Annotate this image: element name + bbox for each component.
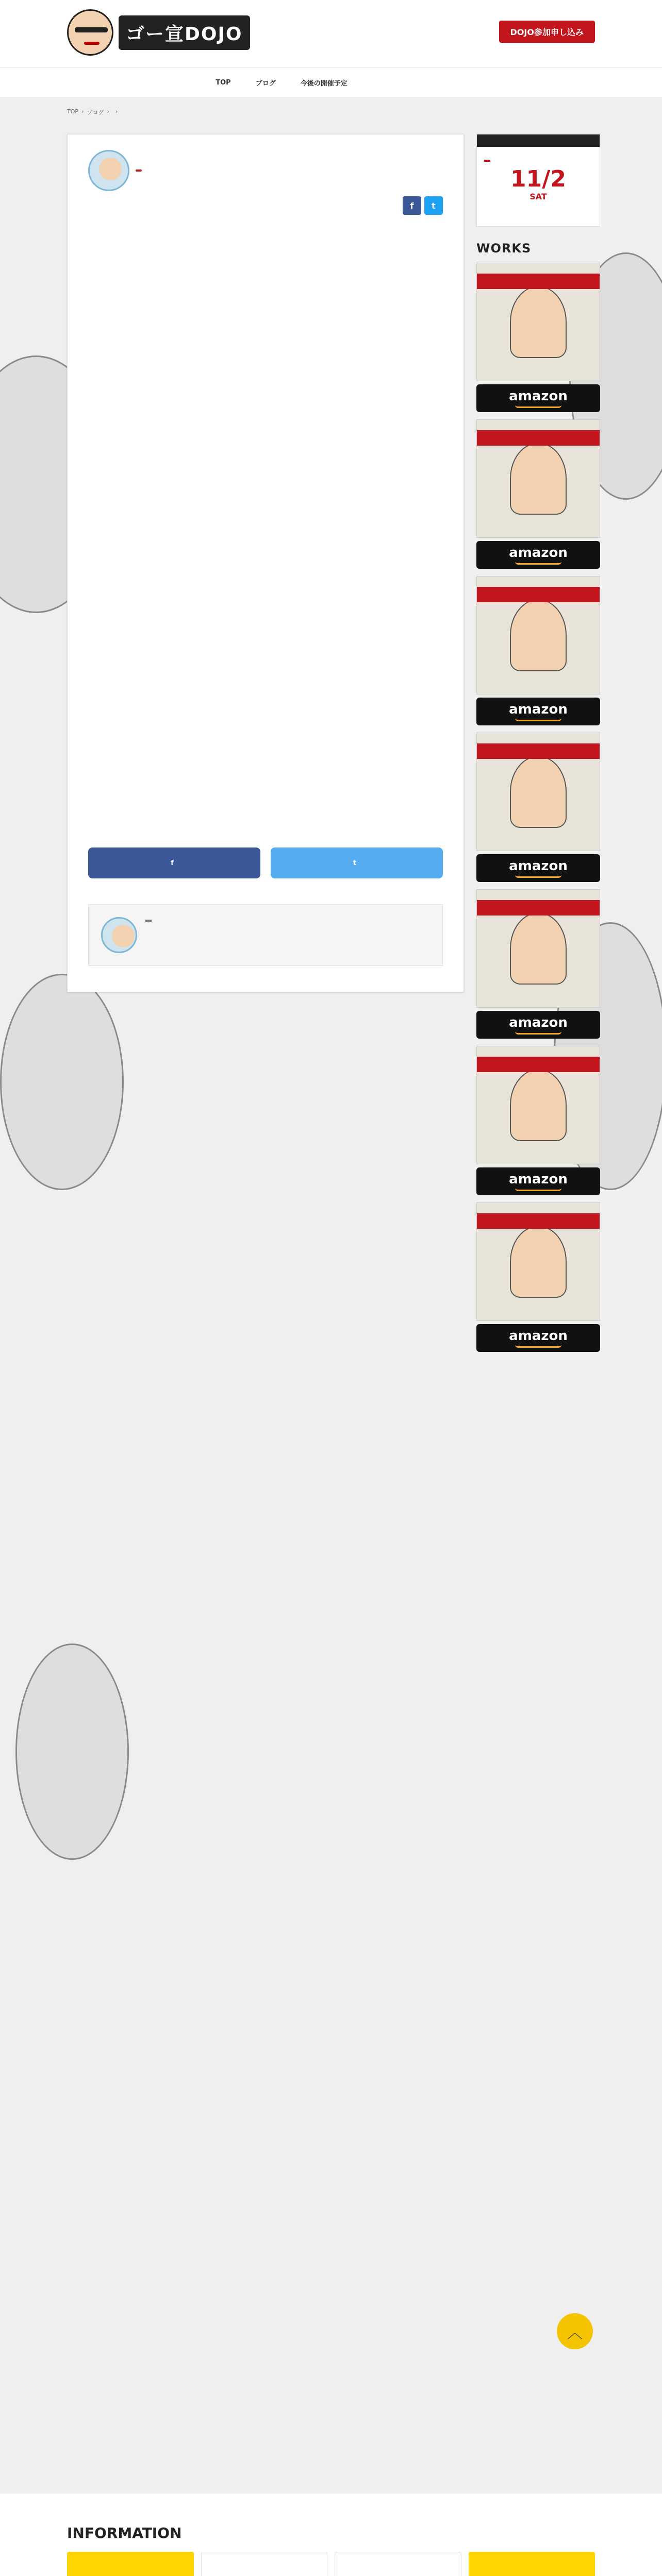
article-paragraph (88, 225, 443, 240)
site-logo[interactable] (67, 9, 250, 56)
cover-portrait (510, 912, 567, 985)
cover-portrait (510, 1226, 567, 1298)
amazon-label: amazon (509, 1014, 568, 1030)
logo-face-icon (67, 9, 113, 56)
amazon-smile-icon (515, 405, 561, 408)
amazon-smile-icon (515, 875, 561, 878)
book-cover[interactable] (476, 419, 600, 538)
book-cover[interactable] (476, 1202, 600, 1321)
breadcrumb-separator: › (81, 108, 84, 115)
author-avatar (88, 150, 129, 191)
article-meta (88, 196, 443, 215)
twitter-share-button[interactable] (271, 848, 443, 878)
amazon-buy-button[interactable] (476, 1011, 600, 1039)
event-theme (484, 209, 592, 218)
site-header (0, 0, 662, 67)
work-item (476, 263, 600, 412)
amazon-label: amazon (509, 545, 568, 561)
cover-portrait (510, 599, 567, 671)
cover-stripe (477, 430, 600, 446)
information-title: INFORMATION (67, 2524, 182, 2541)
next-event-box[interactable] (476, 134, 600, 227)
amazon-label: amazon (509, 1328, 568, 1344)
works-title: WORKS (476, 241, 532, 256)
book-cover[interactable] (476, 1046, 600, 1164)
author-badge (136, 170, 142, 172)
cover-portrait (510, 1069, 567, 1141)
next-event-heading (477, 134, 600, 147)
cover-stripe (477, 587, 600, 602)
amazon-smile-icon (515, 562, 561, 565)
amazon-smile-icon (515, 718, 561, 721)
article-paragraph (88, 766, 443, 781)
article-paragraph (88, 523, 443, 538)
article-paragraph (88, 415, 443, 430)
main-stage (0, 98, 662, 2494)
information-section (0, 2494, 662, 2576)
cover-portrait (510, 443, 567, 515)
book-cover[interactable] (476, 576, 600, 694)
nav-item-3[interactable] (370, 79, 374, 86)
amazon-buy-button[interactable] (476, 698, 600, 725)
article-card (67, 134, 464, 992)
main-nav (0, 67, 662, 98)
article-paragraph (88, 577, 443, 592)
amazon-buy-button[interactable] (476, 384, 600, 412)
article-paragraph (88, 307, 443, 321)
breadcrumb-separator: › (107, 108, 109, 115)
arrow-up-icon: ︿ (567, 2324, 583, 2342)
facebook-icon: f (171, 859, 174, 867)
amazon-buy-button[interactable] (476, 854, 600, 882)
nav-item-blog[interactable]: ブログ (255, 79, 276, 88)
facebook-share-button[interactable] (88, 848, 260, 878)
nav-item-schedule[interactable]: 今後の開催予定 (300, 79, 347, 88)
article-paragraph (88, 658, 443, 673)
amazon-label: amazon (509, 701, 568, 717)
background-illustration (15, 1643, 129, 1860)
work-item (476, 419, 600, 569)
article-paragraph (88, 631, 443, 646)
article-paragraph (88, 442, 443, 456)
event-day: 11/2 (510, 166, 566, 192)
information-heading (67, 2524, 595, 2541)
amazon-label: amazon (509, 858, 568, 874)
book-cover[interactable] (476, 889, 600, 1008)
event-date (484, 167, 592, 201)
amazon-buy-button[interactable] (476, 1324, 600, 1352)
nav-item-top[interactable]: TOP (216, 78, 231, 87)
cover-portrait (510, 286, 567, 358)
banner[interactable] (67, 2552, 194, 2576)
article-paragraph (88, 793, 443, 808)
breadcrumb (67, 108, 121, 116)
book-cover[interactable] (476, 263, 600, 381)
work-item (476, 733, 600, 882)
twitter-icon[interactable]: t (424, 196, 443, 215)
background-illustration (0, 974, 124, 1190)
cover-portrait (510, 756, 567, 828)
work-item (476, 1046, 600, 1195)
next-event-body (477, 147, 600, 226)
book-cover[interactable] (476, 733, 600, 851)
article-paragraph (88, 685, 443, 700)
logo-wordmark: ゴー宣DOJO (119, 15, 250, 50)
amazon-label: amazon (509, 388, 568, 404)
share-mini (403, 196, 443, 215)
article-paragraph (88, 496, 443, 511)
cover-stripe (477, 1213, 600, 1229)
author-avatar (101, 917, 137, 953)
page-top-button[interactable] (557, 2313, 593, 2349)
article-paragraph (88, 279, 443, 294)
author-profile-text (145, 917, 152, 953)
article-body (88, 225, 443, 808)
cover-stripe (477, 1057, 600, 1072)
article-paragraph (88, 469, 443, 484)
article-paragraph (88, 361, 443, 376)
works-heading (476, 241, 600, 256)
work-item (476, 1202, 600, 1352)
article-paragraph (88, 387, 443, 402)
breadcrumb-item[interactable]: TOP (67, 108, 79, 115)
nav-item-4[interactable] (395, 79, 399, 86)
author-profile-box (88, 904, 443, 966)
facebook-icon[interactable]: f (403, 196, 421, 215)
cover-stripe (477, 900, 600, 916)
banner[interactable] (469, 2552, 595, 2576)
breadcrumb-item[interactable]: ブログ (87, 109, 104, 116)
dojo-apply-button[interactable]: DOJO参加申し込み (499, 21, 595, 43)
nav-item-5[interactable] (420, 79, 424, 86)
share-buttons (88, 848, 443, 878)
article-paragraph (88, 712, 443, 727)
article-paragraph (88, 252, 443, 267)
banner[interactable] (335, 2552, 461, 2576)
work-item (476, 889, 600, 1039)
article-paragraph (88, 604, 443, 619)
amazon-buy-button[interactable] (476, 1167, 600, 1195)
amazon-buy-button[interactable] (476, 541, 600, 569)
amazon-smile-icon (515, 1188, 561, 1191)
amazon-smile-icon (515, 1031, 561, 1035)
cover-stripe (477, 743, 600, 759)
related-article (88, 820, 443, 827)
cover-stripe (477, 274, 600, 289)
nav-item-6[interactable] (444, 79, 449, 86)
article-paragraph (88, 739, 443, 754)
amazon-label: amazon (509, 1171, 568, 1187)
banner[interactable] (201, 2552, 328, 2576)
article-author-row (88, 150, 443, 191)
article-paragraph (88, 550, 443, 565)
twitter-icon: t (353, 859, 357, 867)
banner-grid (67, 2552, 595, 2576)
work-item (476, 576, 600, 725)
author-label (145, 920, 152, 922)
amazon-smile-icon (515, 1345, 561, 1348)
event-number-badge (484, 160, 490, 162)
sidebar (476, 134, 600, 1352)
article-paragraph (88, 333, 443, 348)
event-day-of-week: SAT (529, 192, 547, 202)
breadcrumb-separator: › (115, 108, 118, 115)
